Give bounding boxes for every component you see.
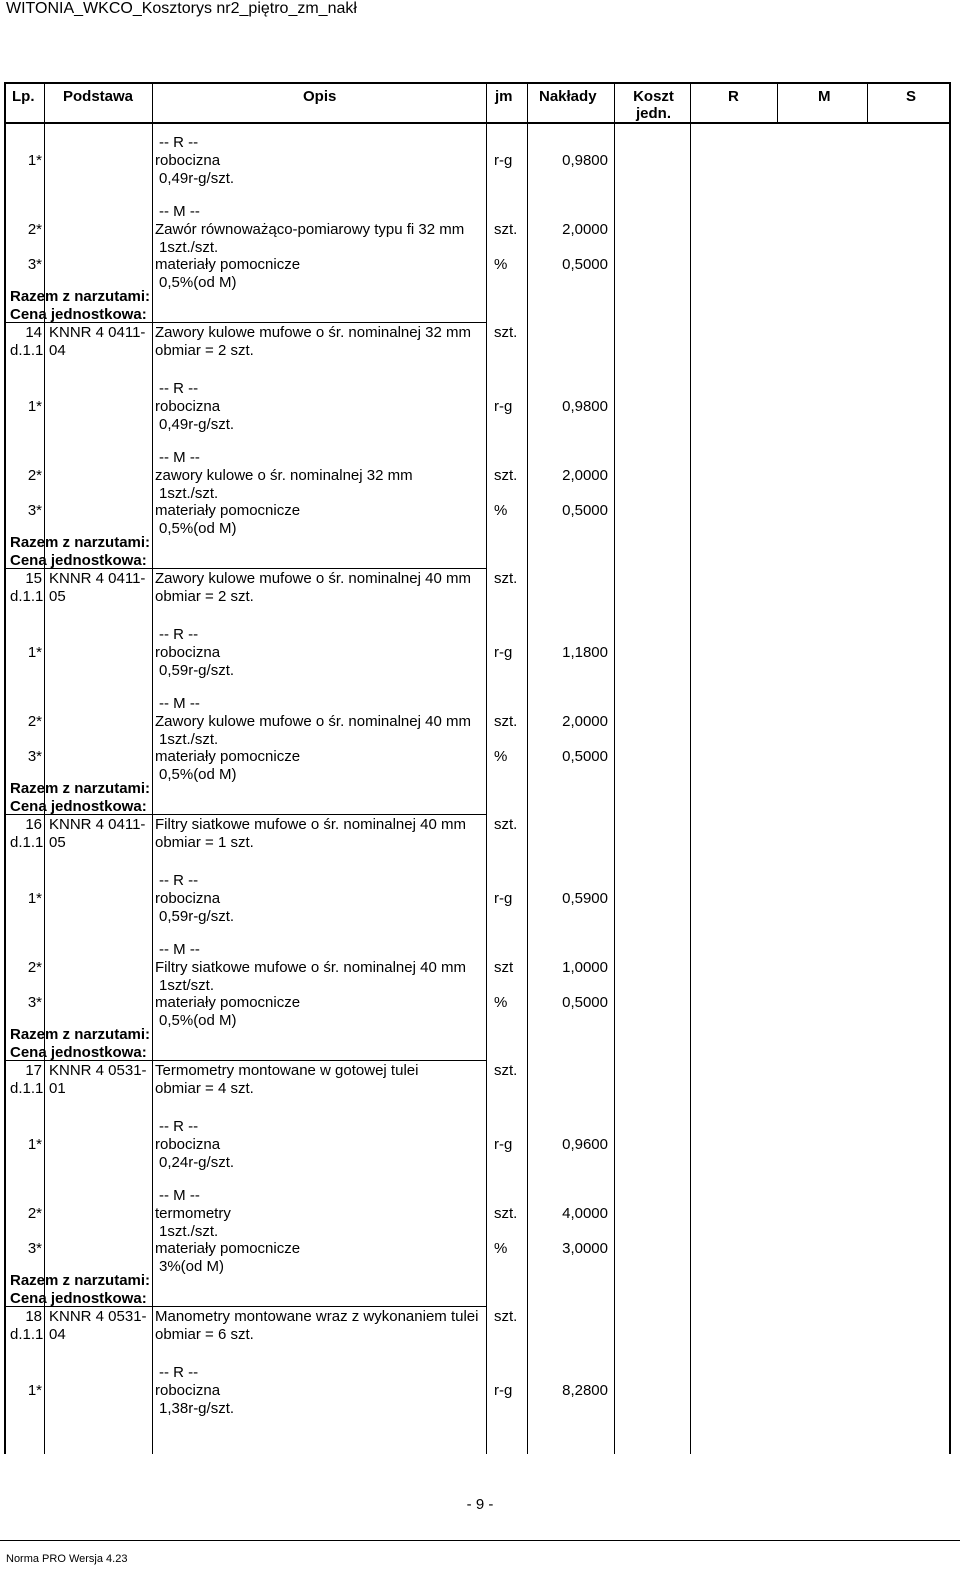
quantity: 0,5000 [562,994,608,1011]
quantity: 0,9800 [562,152,608,169]
row-number: 15 [25,570,42,587]
unit: szt. [494,713,518,730]
description-line: Zawory kulowe mufowe o śr. nominalnej 40 mm [155,570,471,587]
unit: r-g [494,398,513,415]
description-line: 0,49r-g/szt. [159,416,235,433]
header-lp: Lp. [12,88,35,105]
base-code: 05 [49,834,66,851]
description-line: 0,24r-g/szt. [159,1154,235,1171]
position-separator [6,568,486,569]
unit: r-g [494,152,513,169]
description-line: -- R -- [159,1118,199,1135]
unit: szt. [494,467,518,484]
description-line: robocizna [155,152,221,169]
quantity: 0,5000 [562,256,608,273]
row-number: 1* [27,1136,42,1153]
row-number: 3* [27,1240,42,1257]
description-line: materiały pomocnicze [155,1240,301,1257]
summary-label: Cena jednostkowa: [10,306,147,323]
summary-label: Cena jednostkowa: [10,1290,147,1307]
description-line: -- M -- [159,941,200,958]
description-line: Filtry siatkowe mufowe o śr. nominalnej 40 mm [155,816,466,833]
unit: % [494,502,508,519]
unit: % [494,748,508,765]
unit: szt. [494,221,518,238]
summary-label: Cena jednostkowa: [10,798,147,815]
unit: szt. [494,1308,518,1325]
header-m: M [818,88,831,105]
unit: % [494,1240,508,1257]
unit: r-g [494,644,513,661]
description-line: -- R -- [159,626,199,643]
row-chapter: d.1.1 [10,834,44,851]
base-code: 05 [49,588,66,605]
description-line: obmiar = 1 szt. [155,834,254,851]
description-line: -- M -- [159,449,200,466]
row-number: 14 [25,324,42,341]
description-line: 0,5%(od M) [159,520,237,537]
header-koszt-line2: jedn. [635,105,671,122]
description-line: robocizna [155,890,221,907]
quantity: 0,5000 [562,748,608,765]
description-line: -- R -- [159,872,199,889]
quantity: 8,2800 [562,1382,608,1399]
description-line: robocizna [155,1136,221,1153]
header-r: R [728,88,739,105]
quantity: 0,5000 [562,502,608,519]
row-number: 3* [27,256,42,273]
quantity: 0,9800 [562,398,608,415]
description-line: 1,38r-g/szt. [159,1400,235,1417]
description-line: Filtry siatkowe mufowe o śr. nominalnej 40 mm [155,959,466,976]
unit: r-g [494,1382,513,1399]
description-line: -- M -- [159,1187,200,1204]
row-number: 2* [27,467,42,484]
header-naklady: Nakłady [539,88,597,105]
description-line: -- M -- [159,203,200,220]
description-line: 0,49r-g/szt. [159,170,235,187]
row-chapter: d.1.1 [10,1080,44,1097]
row-chapter: d.1.1 [10,1326,44,1343]
description-line: termometry [155,1205,231,1222]
summary-label: Razem z narzutami: [10,534,151,551]
header-jm: jm [495,88,513,105]
base-code: KNNR 4 0411- [49,816,146,833]
header-s: S [906,88,917,105]
quantity: 2,0000 [562,713,608,730]
row-number: 3* [27,748,42,765]
position-separator [6,322,486,323]
description-line: 0,59r-g/szt. [159,662,235,679]
description-line: -- R -- [159,380,199,397]
description-line: Manometry montowane wraz z wykonaniem tulei [155,1308,479,1325]
unit: szt. [494,570,518,587]
col-rule-cost [690,82,691,1454]
description-line: -- M -- [159,695,200,712]
summary-label: Cena jednostkowa: [10,1044,147,1061]
description-line: robocizna [155,644,221,661]
document-title: WITONIA_WKCO_Kosztorys nr2_piętro_zm_nakł [6,0,357,17]
page-number: - 9 - [466,1496,494,1513]
footer-divider [0,1540,960,1541]
description-line: 1szt./szt. [159,731,219,748]
description-line: 3%(od M) [159,1258,225,1275]
col-rule-base [152,82,153,1454]
row-number: 2* [27,713,42,730]
col-rule-desc [486,82,487,1454]
row-number: 18 [25,1308,42,1325]
position-separator [6,1060,486,1061]
description-line: Zawór równoważąco-pomiarowy typu fi 32 mm [155,221,465,238]
description-line: 1szt./szt. [159,1223,219,1240]
base-code: KNNR 4 0411- [49,570,146,587]
summary-label: Cena jednostkowa: [10,552,147,569]
summary-label: Razem z narzutami: [10,1026,151,1043]
description-line: materiały pomocnicze [155,994,301,1011]
unit: szt. [494,324,518,341]
unit: szt. [494,1205,518,1222]
quantity: 2,0000 [562,221,608,238]
unit: % [494,994,508,1011]
unit: szt [494,959,514,976]
quantity: 1,0000 [562,959,608,976]
col-rule-qty [614,82,615,1454]
description-line: -- R -- [159,134,199,151]
position-separator [6,1306,486,1307]
description-line: 0,5%(od M) [159,274,237,291]
description-line: 1szt./szt. [159,485,219,502]
quantity: 1,1800 [562,644,608,661]
description-line: -- R -- [159,1364,199,1381]
table-header [6,82,949,124]
row-number: 2* [27,1205,42,1222]
unit: r-g [494,1136,513,1153]
description-line: robocizna [155,398,221,415]
position-separator [6,814,486,815]
description-line: obmiar = 2 szt. [155,588,254,605]
description-line: 0,5%(od M) [159,766,237,783]
row-number: 1* [27,890,42,907]
summary-label: Razem z narzutami: [10,288,151,305]
base-code: 04 [49,1326,66,1343]
base-code: 01 [49,1080,66,1097]
description-line: obmiar = 6 szt. [155,1326,254,1343]
summary-label: Razem z narzutami: [10,780,151,797]
unit: % [494,256,508,273]
description-line: 0,59r-g/szt. [159,908,235,925]
row-number: 2* [27,221,42,238]
description-line: materiały pomocnicze [155,502,301,519]
quantity: 0,5900 [562,890,608,907]
header-koszt [626,88,681,122]
summary-label: Razem z narzutami: [10,1272,151,1289]
description-line: Zawory kulowe mufowe o śr. nominalnej 32 mm [155,324,471,341]
description-line: Zawory kulowe mufowe o śr. nominalnej 40 mm [155,713,471,730]
unit: szt. [494,816,518,833]
description-line: materiały pomocnicze [155,256,301,273]
header-podstawa: Podstawa [63,88,134,105]
description-line: robocizna [155,1382,221,1399]
description-line: Termometry montowane w gotowej tulei [155,1062,419,1079]
row-number: 1* [27,152,42,169]
row-number: 2* [27,959,42,976]
description-line: zawory kulowe o śr. nominalnej 32 mm [155,467,413,484]
quantity: 0,9600 [562,1136,608,1153]
row-number: 1* [27,1382,42,1399]
description-line: 1szt./szt. [159,239,219,256]
base-code: KNNR 4 0531- [49,1062,147,1079]
quantity: 3,0000 [562,1240,608,1257]
description-line: obmiar = 4 szt. [155,1080,254,1097]
row-number: 16 [25,816,42,833]
header-koszt-line1: Koszt [633,88,674,105]
row-number: 3* [27,994,42,1011]
quantity: 2,0000 [562,467,608,484]
row-number: 3* [27,502,42,519]
description-line: 1szt/szt. [159,977,215,994]
row-number: 17 [25,1062,42,1079]
row-number: 1* [27,644,42,661]
description-line: materiały pomocnicze [155,748,301,765]
base-code: 04 [49,342,66,359]
software-footer: Norma PRO Wersja 4.23 [6,1553,128,1565]
row-chapter: d.1.1 [10,342,44,359]
unit: szt. [494,1062,518,1079]
quantity: 4,0000 [562,1205,608,1222]
unit: r-g [494,890,513,907]
row-chapter: d.1.1 [10,588,44,605]
cost-estimate-table [4,82,951,1454]
row-number: 1* [27,398,42,415]
header-opis: Opis [303,88,337,105]
base-code: KNNR 4 0531- [49,1308,147,1325]
base-code: KNNR 4 0411- [49,324,146,341]
description-line: obmiar = 2 szt. [155,342,254,359]
description-line: 0,5%(od M) [159,1012,237,1029]
